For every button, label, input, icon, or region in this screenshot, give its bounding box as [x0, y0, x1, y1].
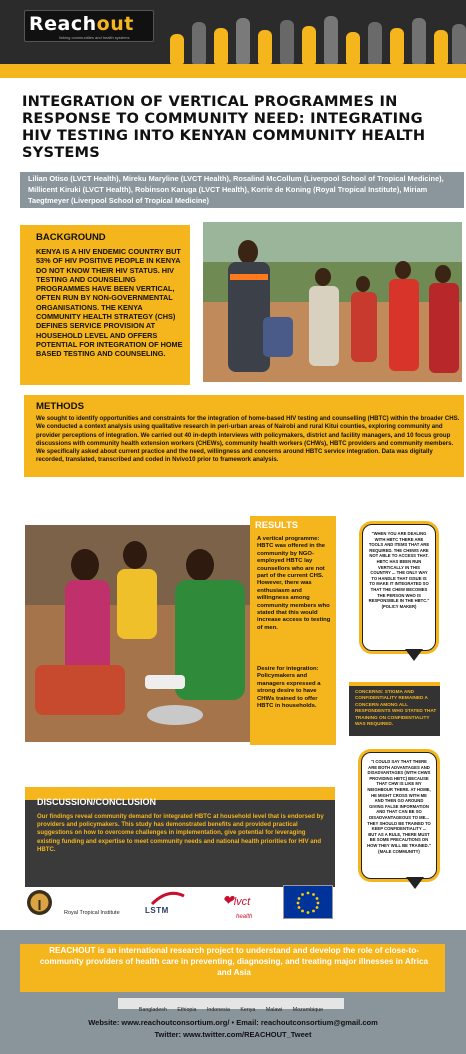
raised-hand-icon: [390, 28, 404, 64]
quote-text: "I COULD SAY THAT THERE ARE BOTH ADVANTAGES AND DISADVANTAGES (WITH CHWS PROVIDING HBTC) BECAUSE THAT CHW IS LIKE MY NEIGHBOUR THERE. AT HOME, HE MIGHT CROSS WITH ME AND THEN GO AROUND GIVING FALSE INFORMATION AND THAT CAN BE SO DISADVANTAGEOUS TO ME... THEY SHOULD BE TRAINED TO KEEP CONFIDENTIALITY ... BUT AS A RULE, THERE MUST BE SOME PRECAUTIONS ON HOW THEY WILL BE TRAINED." (MALE COMMUNITY): [367, 759, 431, 854]
raised-hand-icon: [324, 16, 338, 64]
raised-hand-icon: [368, 22, 382, 64]
about-box: [20, 944, 445, 992]
raised-hand-icon: [214, 28, 228, 64]
raised-hand-icon: [412, 18, 426, 64]
country-label: Malawi: [265, 1007, 283, 1013]
lvct-logo-subtext: health: [236, 914, 253, 920]
eu-flag-icon: [283, 885, 333, 919]
twitter-link[interactable]: Twitter: www.twitter.com/REACHOUT_Tweet: [154, 1029, 312, 1039]
quote-bubble-community: [361, 752, 437, 879]
methods-section: [24, 395, 464, 477]
website-email-link[interactable]: Website: www.reachoutconsortium.org/ • Email: reachoutconsortium@gmail.com: [88, 1018, 378, 1027]
country-label: Ethiopia: [177, 1007, 197, 1013]
methods-heading: METHODS: [36, 401, 84, 412]
raised-hand-icon: [258, 30, 272, 64]
concern-text: CONCERNS: STIGMA AND CONFIDENTIALITY REMAINED A CONCERN AMONG ALL RESPONDENTS WHO STATED THAT TRAINING ON CONFIDENTIALITY WAS REQUIRED.: [355, 689, 437, 727]
logo-text-accent: out: [96, 13, 134, 35]
raised-hand-icon: [280, 20, 294, 64]
raised-hand-icon: [302, 26, 316, 64]
raised-hand-icon: [192, 22, 206, 64]
discussion-section: [25, 787, 335, 887]
country-label: Bangladesh: [138, 1007, 167, 1013]
country-label: Indonesia: [206, 1007, 230, 1013]
results-paragraph-integration: Desire for integration: Policymakers and managers expressed a strong desire to have CHWs trained to offer HBTC in households.: [257, 666, 321, 710]
kit-logo-text: Royal Tropical Institute: [64, 910, 120, 916]
results-heading: RESULTS: [255, 519, 299, 530]
background-heading: BACKGROUND: [36, 232, 106, 243]
countries-bar: [118, 998, 344, 1013]
red-ribbon-icon: ❤: [222, 892, 234, 908]
community-meeting-photo: [203, 222, 462, 382]
speech-bubble-tail: [406, 877, 424, 889]
reachout-logo: [24, 10, 154, 42]
lstm-swoosh-icon: [150, 890, 180, 904]
background-section: [20, 225, 190, 385]
lstm-logo: LSTM: [145, 906, 169, 915]
footer: [0, 930, 466, 1054]
logo-text: Reach: [29, 13, 97, 35]
raised-hand-icon: [346, 32, 360, 64]
discussion-text: Our findings reveal community demand for integrated HBTC at household level that is endorsed by providers and policymakers. This study has demonstrated benefits and provided practical suggestions on how to overcome challenges in implementation, give potential for leveraging existing funding and expertise to meet community needs and national health priorities for HIV and HBTC.: [37, 813, 324, 853]
concern-box: [349, 682, 440, 736]
raised-hand-icon: [170, 34, 184, 64]
quote-bubble-policymaker: [362, 524, 436, 651]
raised-hand-icon: [452, 24, 466, 64]
raised-hand-icon: [236, 18, 250, 64]
about-text: REACHOUT is an international research project to understand and develop the role of close-to-community providers of health care in preventing, diagnosing, and treating major illnesses in Africa and Asia: [39, 946, 429, 978]
authors-bar: Lilian Otiso (LVCT Health), Mireku Maryline (LVCT Health), Rosalind McCollum (Liverpool School of Tropical Medicine), Millicent Kiruki (LVCT Health), Robinson Karuga (LVCT Health), Korrie de Koning (Royal Tropical Institute), Miriam Taegtmeyer (Liverpool School of Tropical Medicine): [20, 172, 464, 208]
logo-tagline: linking communities and health systems: [59, 35, 130, 40]
quote-text: "WHEN YOU ARE DEALING WITH HBTC THERE ARE TOOLS AND ITEMS THAT ARE REQUIRED. THE CHEWS ARE NOT ABLE TO ACCESS THAT. HBTC HAS BEEN RUN VERTICALLY IN THIS COUNTRY ... THE ONLY WAY TO HANDLE THAT ISSUE IS TO MAKE IT INTEGRATED SO THAT THE CHEW BECOMES THE PERSON WHO IS RESPONSIBLE IN THE HBTC." (POLICY MAKER): [368, 531, 430, 609]
hiv-testing-photo: [25, 525, 250, 742]
results-section: [250, 516, 336, 745]
raised-hand-icon: [434, 30, 448, 64]
header-yellow-stripe: [0, 64, 466, 78]
kit-tree-logo-icon: [27, 890, 52, 915]
lvct-logo-text: lvct: [233, 896, 251, 908]
methods-text: We sought to identify opportunities and constraints for the integration of home-based HIV testing and counselling (HBTC) within the broader CHS. We conducted a context analysis using qualitative research in peri-urban areas of Nairobi and rural Kitui counties, exploring community and provider perceptions of integration. We carried out 40 in-depth interviews with policymakers, district and facility managers, and 10 focus group discussions with community health extension workers (CHEWs), community health workers (CHWs), HBTC providers and community members. We specifically asked about current practice and the need, willingness and concerns around HBTC service integration. Data was digitally recorded, translated, transcribed and coded in Nvivo10 prior to framework analysis.: [36, 415, 460, 464]
discussion-heading: DISCUSSION/CONCLUSION: [37, 797, 157, 807]
country-label: Kenya: [240, 1007, 256, 1013]
lvct-logo: [222, 892, 252, 921]
contact-info: [0, 1017, 466, 1040]
background-text: KENYA IS A HIV ENDEMIC COUNTRY BUT 53% OF HIV POSITIVE PEOPLE IN KENYA DO NOT KNOW THEIR HIV STATUS. HIV TESTING AND COUNSELING PROGRAMMES HAVE BEEN VERTICAL, OFTEN RUN BY NON-GOVERNMENTAL ORGANISATIONS. THE KENYA COMMUNITY HEALTH STRATEGY (CHS) DEFINES SERVICE PROVISION AT HOUSEHOLD LEVEL AND OFFERS POTENTIAL FOR INTEGRATION OF HOME BASED TESTING AND COUNSELING.: [36, 247, 183, 359]
results-paragraph-vertical: A vertical programme: HBTC was offered in the community by NGO-employed HBTC lay counsellors who are not part of the current CHS. However, there was enthusiasm and willingness among community members who stated that this would increase access to testing of men.: [257, 536, 331, 631]
country-label: Mozambique: [292, 1007, 324, 1013]
speech-bubble-tail: [405, 649, 423, 661]
poster-title: INTEGRATION OF VERTICAL PROGRAMMES IN RESPONSE TO COMMUNITY NEED: INTEGRATING HIV TESTING INTO KENYAN COMMUNITY HEALTH SYSTEMS: [22, 93, 426, 161]
